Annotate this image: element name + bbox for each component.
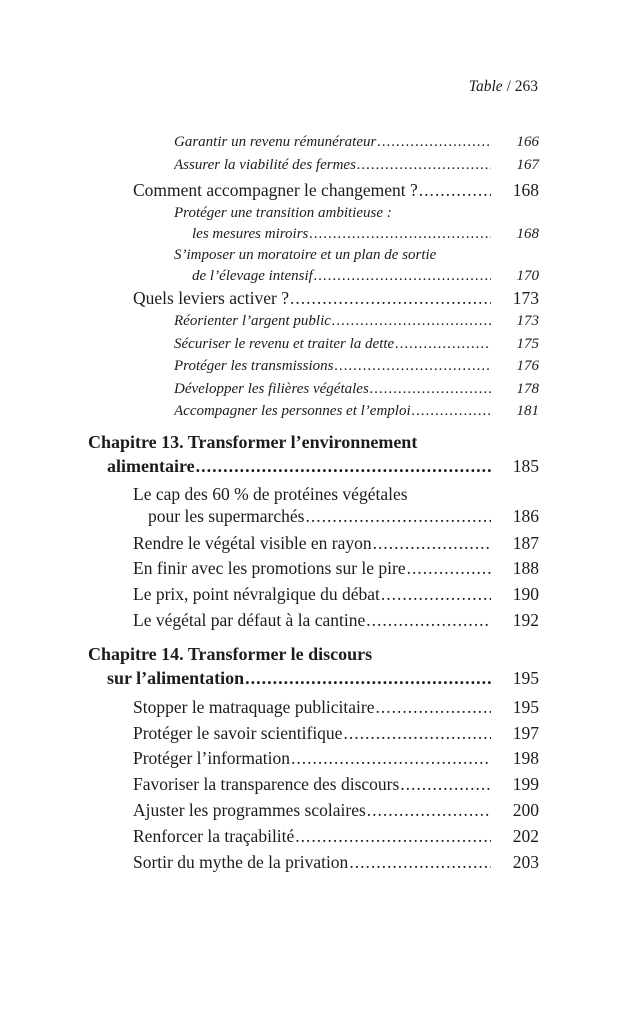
toc-entry-line (174, 403, 491, 423)
toc-entry-title: Garantir un revenu rémunérateur (174, 134, 377, 150)
toc-entry-line (133, 774, 491, 798)
toc-page-number: 192 (512, 610, 539, 630)
leader-dots (419, 180, 491, 201)
toc-entry-line (174, 205, 491, 225)
leader-dots (366, 610, 491, 631)
running-header (469, 78, 538, 96)
toc-entry-title: Stopper le matraquage publicitaire (133, 697, 375, 717)
toc-entry-title: Assurer la viabilité des fermes (174, 157, 356, 173)
toc-entry-title: Chapitre 13. Transformer l’environnement (88, 432, 418, 452)
header-separator: / (502, 78, 515, 95)
toc-entry-title: Protéger le savoir scientifique (133, 723, 343, 743)
leader-dots (349, 852, 491, 873)
leader-dots (381, 584, 491, 605)
toc-entry-title: pour les supermarchés (148, 506, 305, 526)
leader-dots (400, 774, 491, 795)
toc-entry-title: Protéger une transition ambitieuse : (174, 205, 392, 221)
toc-page-number: 175 (516, 336, 539, 352)
toc-entry-title: S’imposer un moratoire et un plan de sortie (174, 247, 437, 263)
toc-entry-title: Renforcer la traçabilité (133, 826, 295, 846)
leader-dots (305, 506, 491, 527)
toc-page-number: 200 (512, 800, 539, 820)
toc-entry-title: Rendre le végétal visible en rayon (133, 533, 372, 553)
toc-entry-line (107, 456, 491, 480)
leader-dots (343, 723, 491, 744)
toc-entry-line (174, 134, 491, 154)
toc-entry-line (133, 852, 491, 876)
toc-entry-line (192, 226, 491, 246)
toc-entry-line (107, 668, 491, 692)
leader-dots (357, 157, 491, 174)
leader-dots (290, 288, 491, 309)
running-title: Table (468, 78, 503, 95)
leader-dots (314, 268, 491, 285)
toc-entry-line (148, 506, 491, 530)
toc-page-number: 178 (516, 381, 539, 397)
toc-page-number: 166 (516, 134, 539, 150)
toc-entry-line (133, 800, 491, 824)
toc-entry-title: alimentaire (107, 456, 195, 476)
toc-entry-title: Accompagner les personnes et l’emploi (174, 403, 411, 419)
page-number: 263 (514, 78, 538, 95)
toc-entry-line (174, 336, 491, 356)
toc-entry-title: En finir avec les promotions sur le pire (133, 558, 406, 578)
leader-dots (377, 134, 491, 151)
toc-entry-line (133, 288, 491, 310)
toc-page-number: 185 (512, 456, 539, 476)
toc-page-number: 167 (516, 157, 539, 173)
toc-entry-line (133, 748, 491, 772)
toc-page-number: 202 (512, 826, 539, 846)
toc-entry-line (133, 697, 491, 721)
toc-page-number: 203 (512, 852, 539, 872)
toc-page-number: 181 (516, 403, 539, 419)
toc-entry-title: Ajuster les programmes scolaires (133, 800, 366, 820)
toc-entry-line (88, 432, 491, 456)
toc-entry-line (192, 268, 491, 288)
toc-entry-title: Le végétal par défaut à la cantine (133, 610, 366, 630)
leader-dots (332, 313, 491, 330)
toc-page-number: 168 (516, 226, 539, 242)
toc-entry-title: Sécuriser le revenu et traiter la dette (174, 336, 395, 352)
leader-dots (295, 826, 491, 847)
leader-dots (376, 697, 491, 718)
leader-dots (245, 668, 491, 689)
leader-dots (196, 456, 491, 477)
toc-entry-title: Comment accompagner le changement ? (133, 180, 418, 200)
toc-entry-title: Développer les filières végétales (174, 381, 369, 397)
toc-page-number: 187 (512, 533, 539, 553)
toc-entry-title: Favoriser la transparence des discours (133, 774, 400, 794)
leader-dots (395, 336, 491, 353)
leader-dots (334, 358, 491, 375)
toc-entry-title: Protéger les transmissions (174, 358, 334, 374)
toc-entry-line (133, 484, 491, 508)
toc-entry-line (88, 644, 491, 668)
toc-entry-line (133, 826, 491, 850)
leader-dots (373, 533, 491, 554)
toc-entry-line (174, 381, 491, 401)
toc-entry-line (174, 313, 491, 333)
leader-dots (291, 748, 491, 769)
toc-entry-line (133, 584, 491, 608)
toc-entry-title: Chapitre 14. Transformer le discours (88, 644, 373, 664)
toc-page-number: 190 (512, 584, 539, 604)
toc-page-number: 195 (512, 697, 539, 717)
toc-page-number: 170 (516, 268, 539, 284)
toc-entry-title: Réorienter l’argent public (174, 313, 331, 329)
toc-entry-title: Quels leviers activer ? (133, 288, 289, 308)
toc-entry-line (174, 157, 491, 177)
toc-entry-line (133, 610, 491, 634)
toc-page-number: 168 (512, 180, 539, 200)
leader-dots (407, 558, 491, 579)
toc-entry-title: Protéger l’information (133, 748, 290, 768)
toc-page-number: 188 (512, 558, 539, 578)
toc-page-number: 198 (512, 748, 539, 768)
toc-page-number: 199 (512, 774, 539, 794)
toc-entry-line (133, 180, 491, 202)
toc-page-number: 195 (512, 668, 539, 688)
toc-entry-title: de l’élevage intensif (192, 268, 313, 284)
toc-page-number: 173 (516, 313, 539, 329)
toc-entry-line (133, 558, 491, 582)
leader-dots (412, 403, 491, 420)
toc-page-number: 197 (512, 723, 539, 743)
toc-entry-title: les mesures miroirs (192, 226, 309, 242)
toc-entry-title: Le cap des 60 % de protéines végétales (133, 484, 408, 504)
toc-page-number: 173 (512, 288, 539, 308)
toc-entry-line (174, 247, 491, 267)
toc-page-number: 186 (512, 506, 539, 526)
leader-dots (367, 800, 491, 821)
leader-dots (370, 381, 491, 398)
toc-entry-line (133, 723, 491, 747)
toc-page-number: 176 (516, 358, 539, 374)
toc-entry-title: sur l’alimentation (107, 668, 245, 688)
toc-entry-title: Le prix, point névralgique du débat (133, 584, 380, 604)
leader-dots (309, 226, 491, 243)
toc-entry-title: Sortir du mythe de la privation (133, 852, 349, 872)
toc-entry-line (174, 358, 491, 378)
toc-entry-line (133, 533, 491, 557)
